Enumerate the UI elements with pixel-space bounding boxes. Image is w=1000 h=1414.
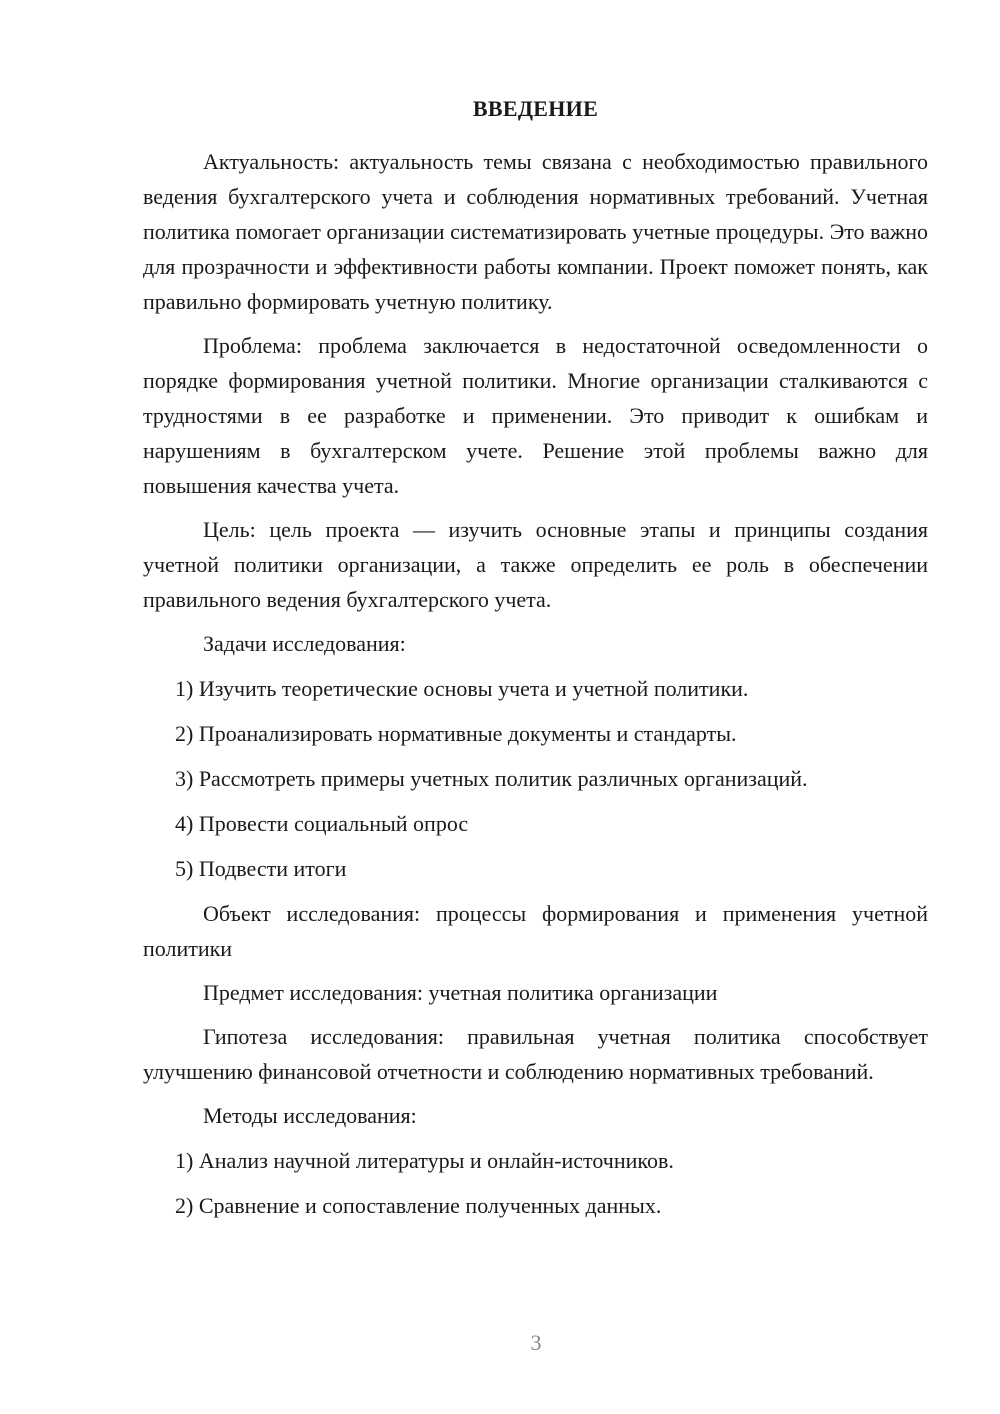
methods-list	[143, 1143, 928, 1223]
relevance-paragraph: Актуальность: актуальность темы связана с необходимостью правильного ведения бухгалтерского учета и соблюдения нормативных требований. Учетная политика помогает организации систематизировать учетные процедуры. Это важно для прозрачности и эффективности работы компании. Проект поможет понять, как правильно формировать учетную политику.	[143, 149, 928, 314]
hypothesis-paragraph: Гипотеза исследования: правильная учетная политика способствует улучшению финансовой отчетности и соблюдению нормативных требований.	[143, 1024, 928, 1084]
task-item: 4) Провести социальный опрос	[175, 811, 469, 836]
page-title: ВВЕДЕНИЕ	[472, 96, 599, 121]
tasks-heading: Задачи исследования:	[203, 631, 406, 656]
document-page	[143, 92, 928, 1233]
task-item: 5) Подвести итоги	[175, 856, 347, 881]
task-item: 2) Проанализировать нормативные документы и стандарты.	[175, 721, 737, 746]
methods-heading: Методы исследования:	[203, 1103, 417, 1128]
subject-paragraph: Предмет исследования: учетная политика организации	[203, 980, 718, 1005]
method-item: 1) Анализ научной литературы и онлайн-источников.	[175, 1148, 674, 1173]
page-number: 3	[530, 1330, 542, 1355]
task-item: 3) Рассмотреть примеры учетных политик различных организаций.	[175, 766, 808, 791]
task-item: 1) Изучить теоретические основы учета и учетной политики.	[175, 676, 749, 701]
object-paragraph: Объект исследования: процессы формирования и применения учетной политики	[143, 901, 928, 961]
problem-paragraph: Проблема: проблема заключается в недостаточной осведомленности о порядке формирования учетной политики. Многие организации сталкиваются с трудностями в ее разработке и применении. Это приводит к ошибкам и нарушениям в бухгалтерском учете. Решение этой проблемы важно для повышения качества учета.	[143, 333, 928, 498]
method-item: 2) Сравнение и сопоставление полученных данных.	[175, 1193, 662, 1218]
goal-paragraph: Цель: цель проекта — изучить основные этапы и принципы создания учетной политики организации, а также определить ее роль в обеспечении правильного ведения бухгалтерского учета.	[143, 517, 928, 612]
tasks-list	[143, 671, 928, 886]
